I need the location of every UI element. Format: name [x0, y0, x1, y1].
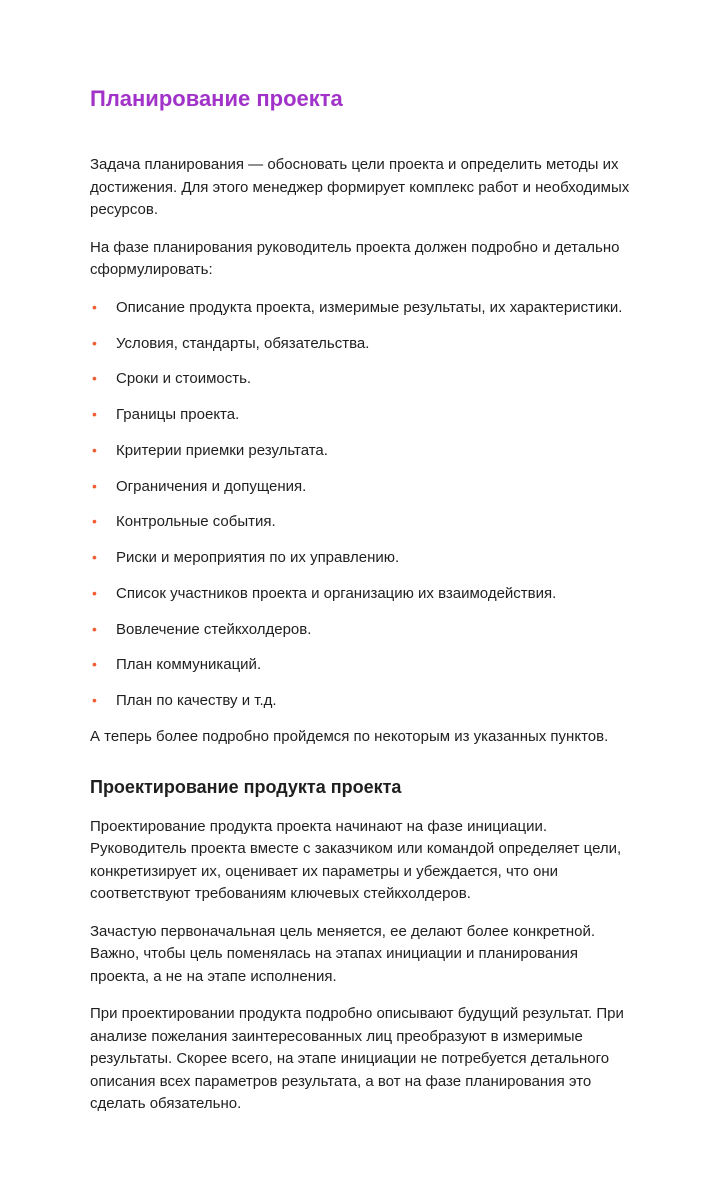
after-list-paragraph: А теперь более подробно пройдемся по некоторым из указанных пунктов. — [90, 727, 609, 745]
bullet-icon: • — [92, 477, 97, 494]
section-heading: Проектирование продукта проекта — [90, 777, 402, 798]
list-item — [90, 547, 636, 569]
list-item-text: Список участников проекта и организацию их взаимодействия. — [116, 584, 557, 602]
list-item-text: Контрольные события. — [116, 513, 276, 531]
bullet-icon: • — [92, 620, 97, 637]
list-item-text: План коммуникаций. — [116, 656, 262, 674]
bullet-icon: • — [92, 549, 97, 566]
bullet-icon: • — [92, 584, 97, 601]
list-item-text: План по качеству и т.д. — [116, 692, 277, 710]
list-item — [90, 297, 636, 319]
page-title: Планирование проекта — [90, 86, 343, 111]
bullet-list — [90, 297, 636, 712]
list-item — [90, 654, 636, 676]
list-item — [90, 368, 636, 390]
list-item — [90, 583, 636, 605]
bullet-icon: • — [92, 692, 97, 709]
intro-paragraph: Задача планирования — обосновать цели проекта и определить методы их достижения. Для этого менеджер формирует комплекс работ и необходимых ресурсов. — [90, 156, 630, 219]
intro-paragraph: На фазе планирования руководитель проекта должен подробно и детально сформулировать: — [90, 238, 620, 279]
list-item-text: Ограничения и допущения. — [116, 477, 307, 495]
list-item — [90, 404, 636, 426]
list-item — [90, 690, 636, 712]
bullet-icon: • — [92, 656, 97, 673]
bullet-icon: • — [92, 513, 97, 530]
list-item — [90, 333, 636, 355]
list-item-text: Критерии приемки результата. — [116, 441, 328, 459]
list-item — [90, 619, 636, 641]
section-paragraph: При проектировании продукта подробно описывают будущий результат. При анализе пожелания заинтересованных лиц преобразуют в измеримые результаты. Скорее всего, на этапе инициации не потребуется детального описания всех параметров результата, а вот на фазе планирования это сделать обязательно. — [90, 1005, 624, 1113]
section-paragraph: Зачастую первоначальная цель меняется, ее делают более конкретной. Важно, чтобы цель поменялась на этапах инициации и планирования проекта, а не на этапе исполнения. — [90, 922, 595, 985]
bullet-icon: • — [92, 334, 97, 351]
list-item — [90, 476, 636, 498]
list-item-text: Границы проекта. — [116, 406, 240, 424]
bullet-icon: • — [92, 298, 97, 315]
list-item — [90, 511, 636, 533]
bullet-icon: • — [92, 441, 97, 458]
list-item-text: Риски и мероприятия по их управлению. — [116, 549, 400, 567]
list-item-text: Условия, стандарты, обязательства. — [116, 334, 370, 352]
list-item-text: Описание продукта проекта, измеримые результаты, их характеристики. — [116, 298, 623, 316]
bullet-icon: • — [92, 370, 97, 387]
list-item-text: Сроки и стоимость. — [116, 370, 252, 388]
section-paragraph: Проектирование продукта проекта начинают на фазе инициации. Руководитель проекта вместе с заказчиком или командой определяет цели, конкретизирует их, оценивает их параметры и убеждается, что они соответствуют требованиям ключевых стейкхолдеров. — [90, 817, 622, 903]
bullet-icon: • — [92, 406, 97, 423]
list-item-text: Вовлечение стейкхолдеров. — [116, 620, 312, 638]
list-item — [90, 440, 636, 462]
